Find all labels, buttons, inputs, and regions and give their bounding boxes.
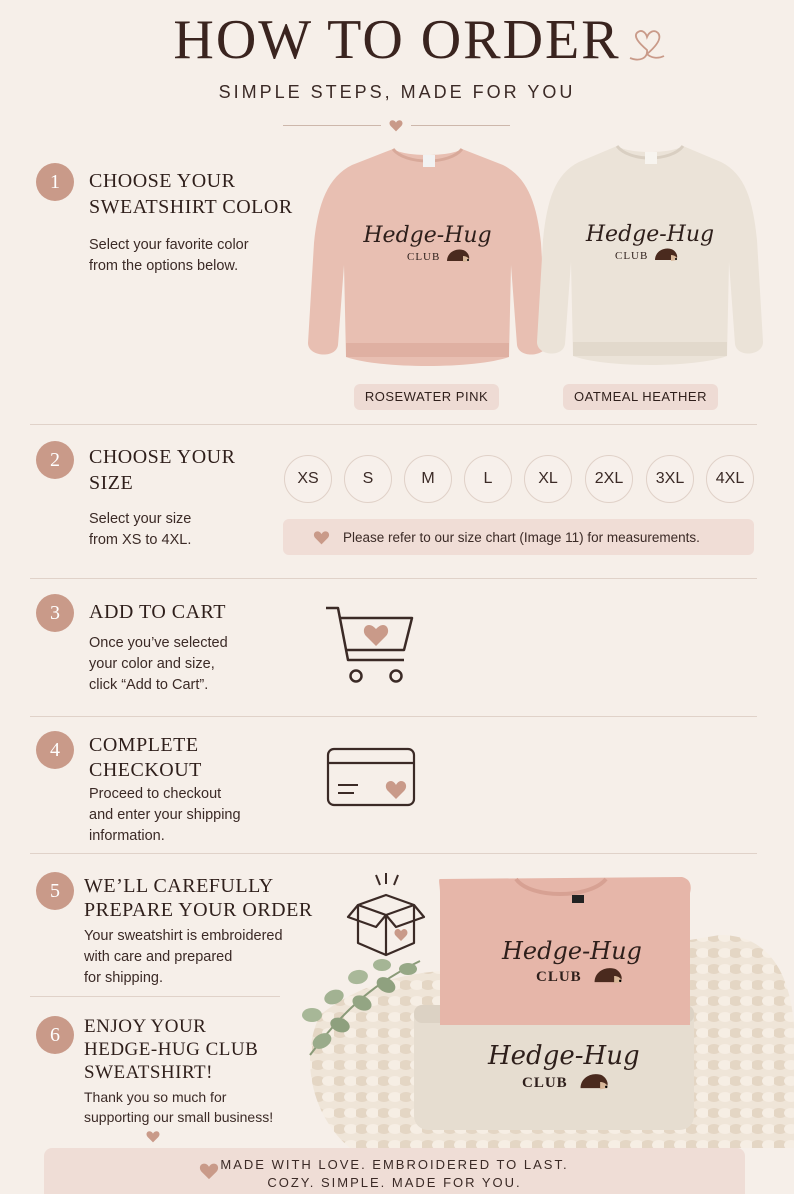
embroidery-club: CLUB: [407, 251, 441, 263]
color-option-oatmeal-heather[interactable]: OATMEAL HEATHER: [563, 384, 718, 410]
hedgehog-icon: [592, 965, 624, 987]
size-option-xs[interactable]: XS: [284, 455, 332, 503]
step-6-number: 6: [36, 1016, 74, 1054]
step-1-number: 1: [36, 163, 74, 201]
step-5-description: [84, 926, 283, 989]
step-5-title: [84, 874, 313, 922]
step-6-title-line: ENJOY YOUR: [84, 1016, 207, 1037]
section-divider: [30, 716, 757, 717]
step-2-title-line: SIZE: [89, 472, 134, 494]
size-option-2xl[interactable]: 2XL: [585, 455, 633, 503]
sweatshirt-oatmeal-heather[interactable]: [535, 140, 765, 372]
step-5-title-line: PREPARE YOUR ORDER: [84, 899, 313, 921]
step-2-desc-line: from XS to 4XL.: [89, 532, 192, 548]
step-6-desc-line: supporting our small business!: [84, 1109, 274, 1125]
step-5-title-line: WE’LL CAREFULLY: [84, 875, 274, 897]
page-title: HOW TO ORDER: [173, 9, 621, 71]
step-3-desc-line: your color and size,: [89, 656, 215, 672]
step-5-desc-line: Your sweatshirt is embroidered: [84, 928, 283, 944]
step-4-title-line: CHECKOUT: [89, 759, 202, 781]
step-4-desc-line: and enter your shipping: [89, 807, 241, 823]
size-option-xl[interactable]: XL: [524, 455, 572, 503]
size-option-s[interactable]: S: [344, 455, 392, 503]
section-divider: [30, 996, 280, 997]
step-1-title-line: SWEATSHIRT COLOR: [89, 196, 293, 218]
size-option-m[interactable]: M: [404, 455, 452, 503]
heart-icon: [389, 119, 403, 132]
embroidery-brand: Hedge-Hug: [363, 223, 492, 248]
credit-card-icon: [326, 747, 416, 807]
step-1-desc-line: Select your favorite color: [89, 237, 249, 253]
step-1-desc-line: from the options below.: [89, 258, 239, 274]
embroidery-club: CLUB: [536, 969, 582, 985]
step-3-number: 3: [36, 594, 74, 632]
step-3-title: ADD TO CART: [89, 601, 226, 623]
divider-left: [283, 125, 381, 126]
step-5-desc-line: with care and prepared: [84, 949, 233, 965]
step-1-description: [89, 235, 249, 277]
hedgehog-icon: [578, 1071, 610, 1093]
embroidery-club: CLUB: [615, 250, 649, 262]
embroidery-brand: Hedge-Hug: [488, 1041, 640, 1071]
embroidery-club: CLUB: [522, 1075, 568, 1091]
knit-blanket-image: [290, 865, 794, 1148]
step-2-number: 2: [36, 441, 74, 479]
step-2-desc-line: Select your size: [89, 511, 192, 527]
step-5-number: 5: [36, 872, 74, 910]
step-6-title-line: HEDGE-HUG CLUB: [84, 1039, 259, 1060]
step-1-title-line: CHOOSE YOUR: [89, 170, 236, 192]
embroidery-brand: Hedge-Hug: [585, 222, 715, 247]
step-4-desc-line: Proceed to checkout: [89, 786, 222, 802]
size-chart-note-text: Please refer to our size chart (Image 11) for measurements.: [343, 529, 700, 545]
hedgehog-icon: [653, 246, 679, 264]
cart-icon: [324, 604, 416, 686]
page-subtitle: SIMPLE STEPS, MADE FOR YOU: [218, 82, 576, 102]
footer-line-2: COZY. SIMPLE. MADE FOR YOU.: [267, 1175, 522, 1190]
heart-icon: [313, 530, 330, 545]
sweatshirt-icon: [535, 140, 765, 372]
step-2-title: [89, 444, 235, 496]
hedgehog-icon: [445, 247, 471, 265]
size-chart-note: [283, 519, 754, 555]
step-4-number: 4: [36, 731, 74, 769]
sweatshirt-rosewater-pink[interactable]: [305, 143, 550, 373]
section-divider: [30, 853, 757, 854]
heart-flourish-icon: [626, 28, 668, 64]
step-6-title: [84, 1015, 258, 1084]
step-6-title-line: SWEATSHIRT!: [84, 1062, 213, 1083]
color-option-rosewater-pink[interactable]: ROSEWATER PINK: [354, 384, 499, 410]
step-2-description: [89, 509, 191, 551]
divider-right: [411, 125, 510, 126]
product-stack-image: [290, 865, 794, 1148]
step-4-title-line: COMPLETE: [89, 734, 199, 756]
step-2-title-line: CHOOSE YOUR: [89, 446, 236, 468]
step-3-description: [89, 633, 228, 696]
step-3-desc-line: click “Add to Cart”.: [89, 677, 209, 693]
size-option-3xl[interactable]: 3XL: [646, 455, 694, 503]
step-4-title: [89, 733, 202, 783]
step-6-description: [84, 1087, 273, 1127]
size-option-l[interactable]: L: [464, 455, 512, 503]
step-4-description: [89, 784, 241, 847]
embroidery-brand: Hedge-Hug: [502, 937, 642, 965]
footer-line-1: MADE WITH LOVE. EMBROIDERED TO LAST.: [220, 1157, 569, 1172]
step-4-desc-line: information.: [89, 828, 165, 844]
heart-icon: [146, 1130, 160, 1143]
section-divider: [30, 424, 757, 425]
step-5-desc-line: for shipping.: [84, 970, 163, 986]
section-divider: [30, 578, 757, 579]
step-6-desc-line: Thank you so much for: [84, 1089, 227, 1105]
step-1-title: [89, 168, 293, 220]
step-3-desc-line: Once you’ve selected: [89, 635, 228, 651]
size-option-4xl[interactable]: 4XL: [706, 455, 754, 503]
